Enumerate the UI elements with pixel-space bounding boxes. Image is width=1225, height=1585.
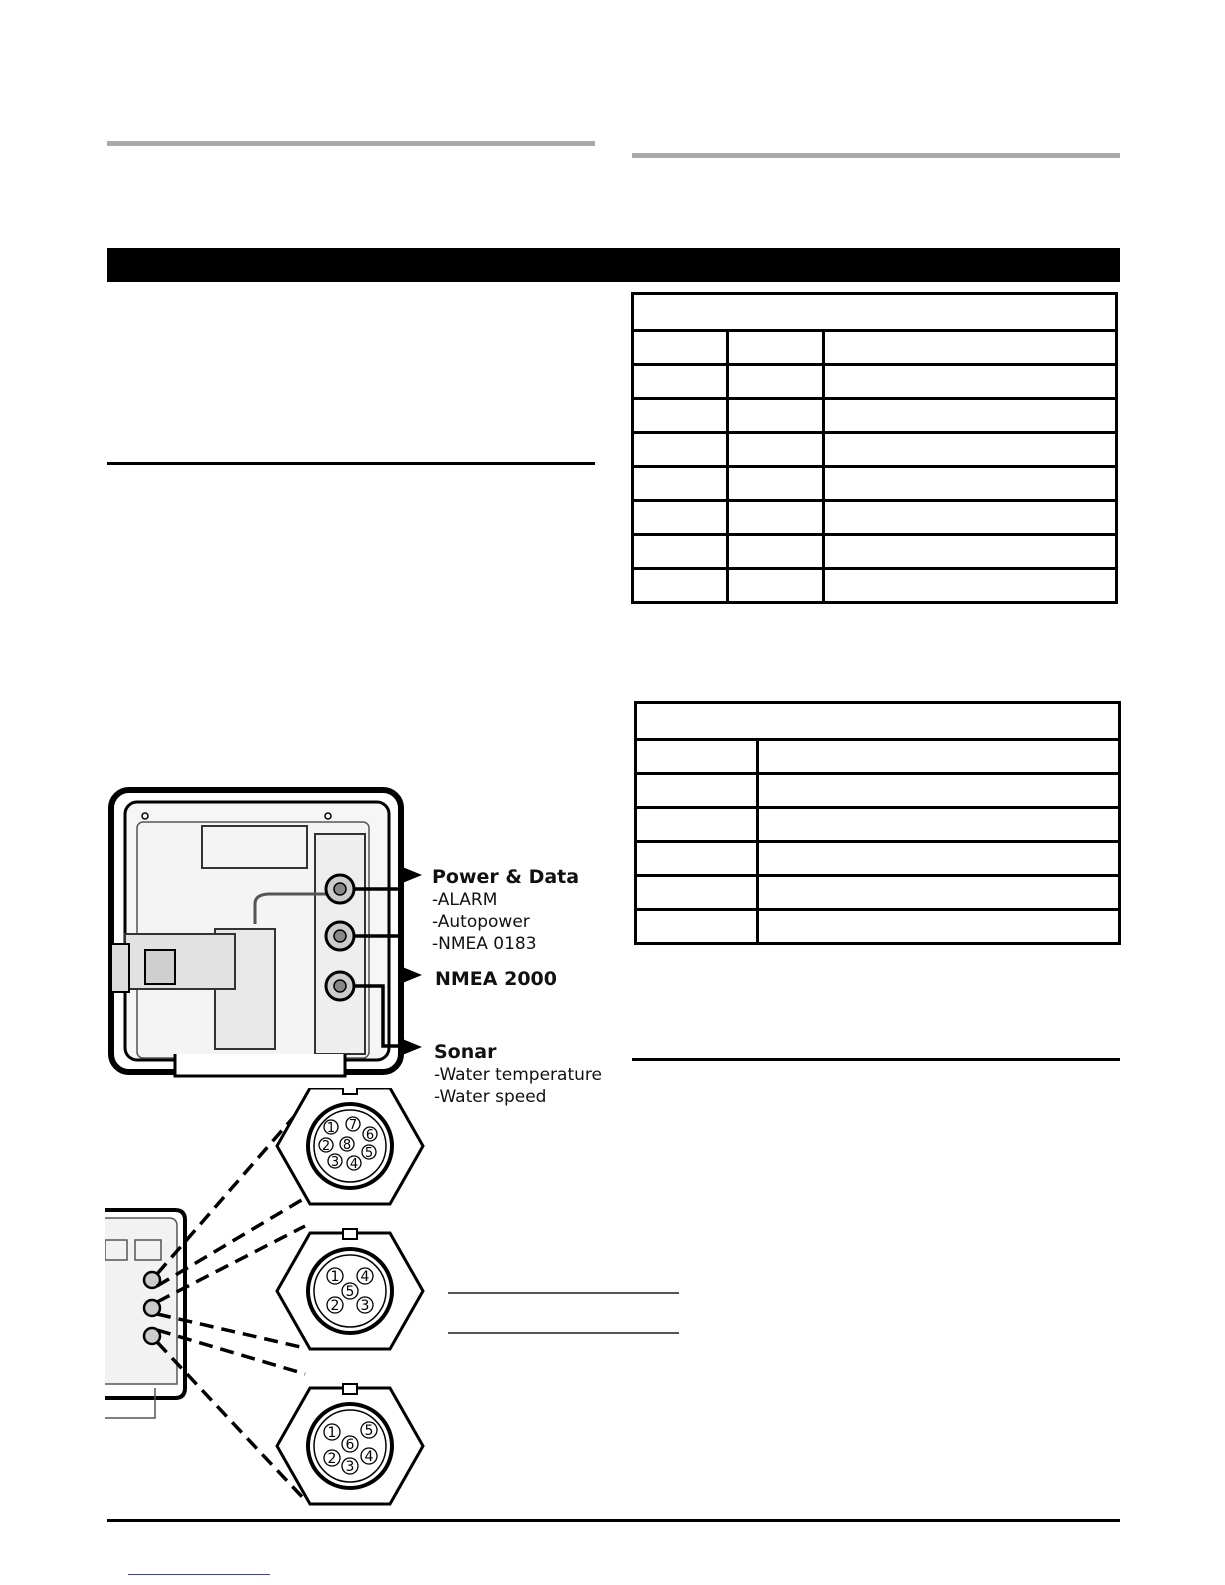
pin-label: 4: [360, 1269, 370, 1285]
pin-label: 3: [330, 1155, 340, 1170]
table-row: [636, 842, 1120, 876]
nmea2000-connector: [277, 1229, 423, 1349]
pin-label: 7: [348, 1118, 358, 1133]
pinout-rule-upper: [448, 1292, 679, 1294]
table-header-row: [636, 703, 1120, 740]
section-title-bar: [107, 248, 1120, 282]
pin-label: 4: [364, 1449, 374, 1465]
callout-item: -Water temperature: [434, 1065, 602, 1085]
table-row: [636, 740, 1120, 774]
header-rule-left: [107, 141, 595, 146]
nmea2000-title: NMEA 2000: [435, 968, 557, 990]
pin-label: 3: [345, 1459, 355, 1475]
pin-label: 3: [360, 1298, 370, 1314]
table-row: [636, 808, 1120, 842]
power-data-pin-table: [631, 292, 1118, 604]
callout-arrows: [400, 862, 430, 1062]
pin-label: 1: [327, 1425, 337, 1441]
pin-label: 5: [345, 1284, 355, 1300]
callout-item: -NMEA 0183: [432, 934, 537, 954]
pin-label: 2: [327, 1451, 337, 1467]
footer-link-underline[interactable]: [128, 1574, 270, 1575]
pin-label: 1: [330, 1269, 340, 1285]
pin-label: 6: [345, 1437, 355, 1453]
table-row: [633, 535, 1117, 569]
table-row: [636, 774, 1120, 808]
right-column-rule: [632, 1058, 1120, 1061]
callout-item: -ALARM: [432, 890, 498, 910]
pin-label: 4: [349, 1157, 359, 1172]
table-row: [633, 569, 1117, 603]
footer-rule: [107, 1519, 1120, 1522]
table-row: [633, 433, 1117, 467]
power-data-callout: [432, 866, 579, 955]
header-rule-right: [632, 153, 1120, 158]
callout-item: -Water speed: [434, 1087, 547, 1107]
table-row: [633, 467, 1117, 501]
sonar-pin-table: [634, 701, 1121, 945]
sonar-callout: [434, 1041, 602, 1108]
device-back-diagram: [105, 784, 405, 1086]
pin-label: 2: [330, 1298, 340, 1314]
table-row: [636, 876, 1120, 910]
pinout-rule-lower: [448, 1332, 679, 1334]
pin-label: 1: [326, 1121, 336, 1136]
connector-pinout-diagram: [105, 1088, 440, 1516]
pin-label: 2: [321, 1139, 331, 1154]
callout-item: -Autopower: [432, 912, 530, 932]
sonar-title: Sonar: [434, 1041, 497, 1063]
sonar-connector: [277, 1384, 423, 1504]
power-data-title: Power & Data: [432, 866, 580, 888]
table-row: [633, 331, 1117, 365]
table-row: [633, 399, 1117, 433]
pin-label: 5: [364, 1146, 374, 1161]
power-data-connector: [277, 1088, 423, 1204]
left-column-rule: [107, 462, 595, 465]
table-row: [633, 365, 1117, 399]
table-row: [636, 910, 1120, 944]
table-header-row: [633, 294, 1117, 331]
table-row: [633, 501, 1117, 535]
pin-label: 6: [365, 1128, 375, 1143]
nmea2000-callout: [435, 968, 557, 991]
pin-label: 5: [364, 1423, 374, 1439]
pin-label: 8: [342, 1138, 352, 1153]
